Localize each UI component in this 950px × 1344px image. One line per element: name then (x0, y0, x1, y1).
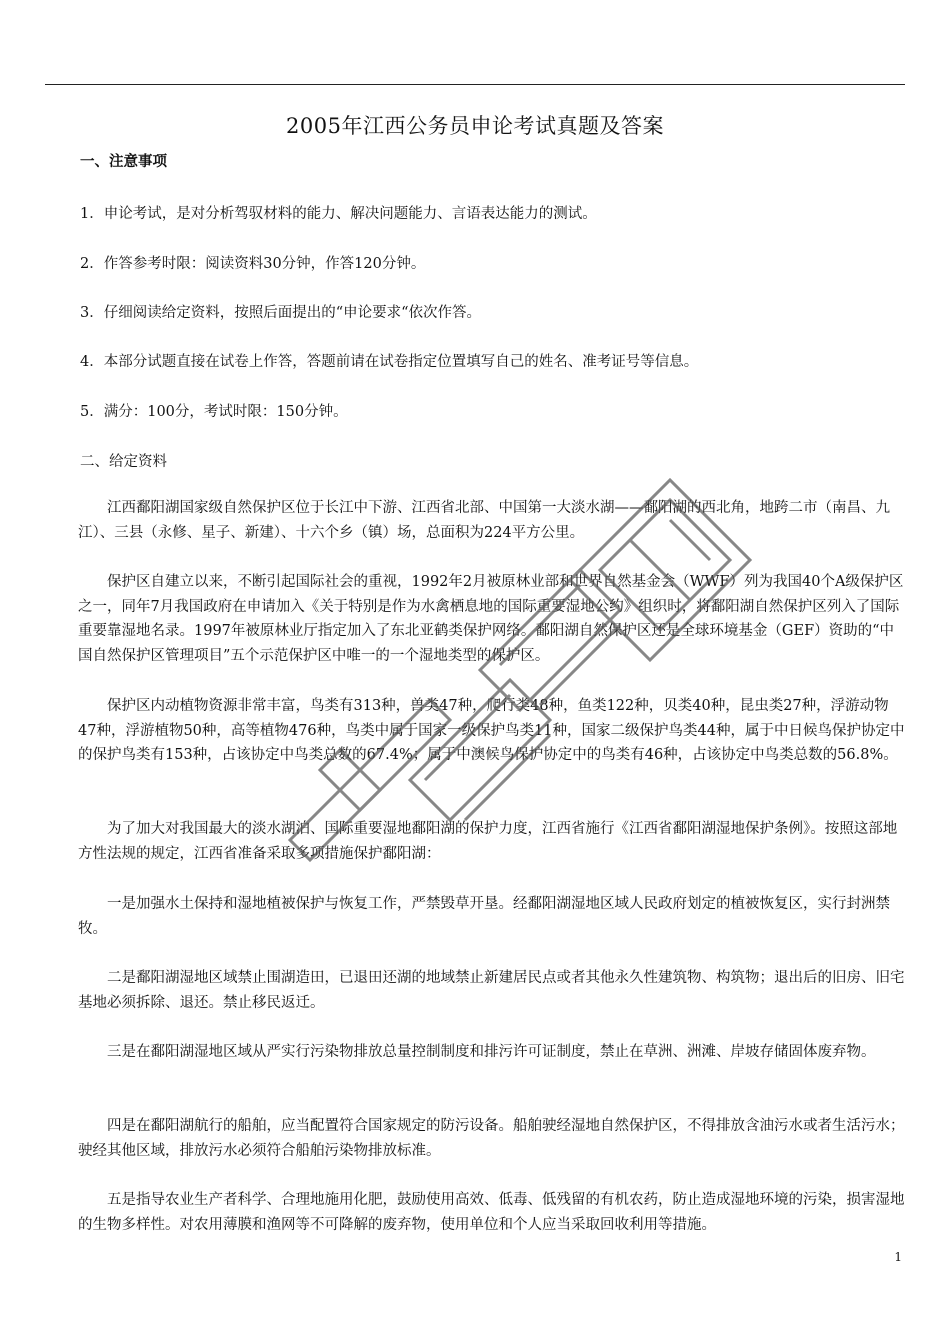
page-number: 1 (894, 1250, 902, 1264)
note-1: 1．申论考试，是对分析驾驭材料的能力、解决问题能力、言语表达能力的测试。 (80, 206, 597, 222)
paragraph-7: 三是在鄱阳湖湿地区域从严实行污染物排放总量控制制度和排污许可证制度，禁止在草洲、洲滩、岸坡存储固体废弃物。 (107, 1044, 876, 1060)
section1-heading: 一、注意事项 (80, 153, 167, 170)
paragraph-6: 二是鄱阳湖湿地区域禁止围湖造田，已退田还湖的地域禁止新建居民点或者其他永久性建筑物、构筑物；退出后的旧房、旧宅基地必须拆除、退还。禁止移民返迁。 (78, 970, 905, 1011)
paragraph-8: 四是在鄱阳湖航行的船舶，应当配置符合国家规定的防污设备。船舶驶经湿地自然保护区，不得排放含油污水或者生活污水；驶经其他区域，排放污水必须符合船舶污染物排放标准。 (78, 1118, 905, 1159)
paragraph-1: 江西鄱阳湖国家级自然保护区位于长江中下游、江西省北部、中国第一大淡水湖——鄱阳湖的西北角，地跨二市（南昌、九江）、三县（永修、星子、新建）、十六个乡（镇）场，总面积为224平方公里。 (78, 500, 890, 541)
top-rule (45, 84, 905, 85)
note-2: 2．作答参考时限：阅读资料30分钟，作答120分钟。 (80, 256, 426, 272)
paragraph-2: 保护区自建立以来，不断引起国际社会的重视，1992年2月被原林业部和世界自然基金会（WWF）列为我国40个A级保护区之一，同年7月我国政府在申请加入《关于特别是作为水禽栖息地的国际重要湿地公约》组织时，将鄱阳湖自然保护区列入了国际重要靠湿地名录。1997年被原林业厅指定加入了东北亚鹤类保护网络。鄱阳湖自然保护区还是全球环境基金（GEF）资助的“中国自然保护区管理项目”五个示范保护区中唯一的一个湿地类型的保护区。 (78, 574, 904, 664)
note-5: 5．满分：100分，考试时限：150分钟。 (80, 404, 348, 420)
paragraph-4: 为了加大对我国最大的淡水湖泊、国际重要湿地鄱阳湖的保护力度，江西省施行《江西省鄱阳湖湿地保护条例》。按照这部地方性法规的规定，江西省准备采取多项措施保护鄱阳湖： (78, 821, 898, 862)
paragraph-9: 五是指导农业生产者科学、合理地施用化肥，鼓励使用高效、低毒、低残留的有机农药，防止造成湿地环境的污染，损害湿地的生物多样性。对农用薄膜和渔网等不可降解的废弃物，使用单位和个人应当采取回收利用等措施。 (78, 1192, 905, 1233)
paragraph-5: 一是加强水土保持和湿地植被保护与恢复工作，严禁毁草开垦。经鄱阳湖湿地区域人民政府划定的植被恢复区，实行封洲禁牧。 (78, 896, 890, 937)
note-4: 4．本部分试题直接在试卷上作答，答题前请在试卷指定位置填写自己的姓名、准考证号等信息。 (80, 354, 699, 370)
note-3: 3．仔细阅读给定资料，按照后面提出的“申论要求“依次作答。 (80, 305, 482, 321)
section2-heading: 二、给定资料 (80, 454, 167, 470)
paragraph-3: 保护区内动植物资源非常丰富，鸟类有313种，兽类47种，爬行类48种，鱼类122种，贝类40种，昆虫类27种，浮游动物47种，浮游植物50种，高等植物476种，鸟类中属于国家一级保护鸟类11种，国家二级保护鸟类44种，属于中日候鸟保护协定中的保护鸟类有153种，占该协定中鸟类总数的67.4%；属于中澳候鸟保护协定中的鸟类有46种，占该协定中鸟类总数的56.8%。 (78, 698, 905, 763)
document-title: 2005年江西公务员申论考试真题及答案 (286, 114, 664, 138)
